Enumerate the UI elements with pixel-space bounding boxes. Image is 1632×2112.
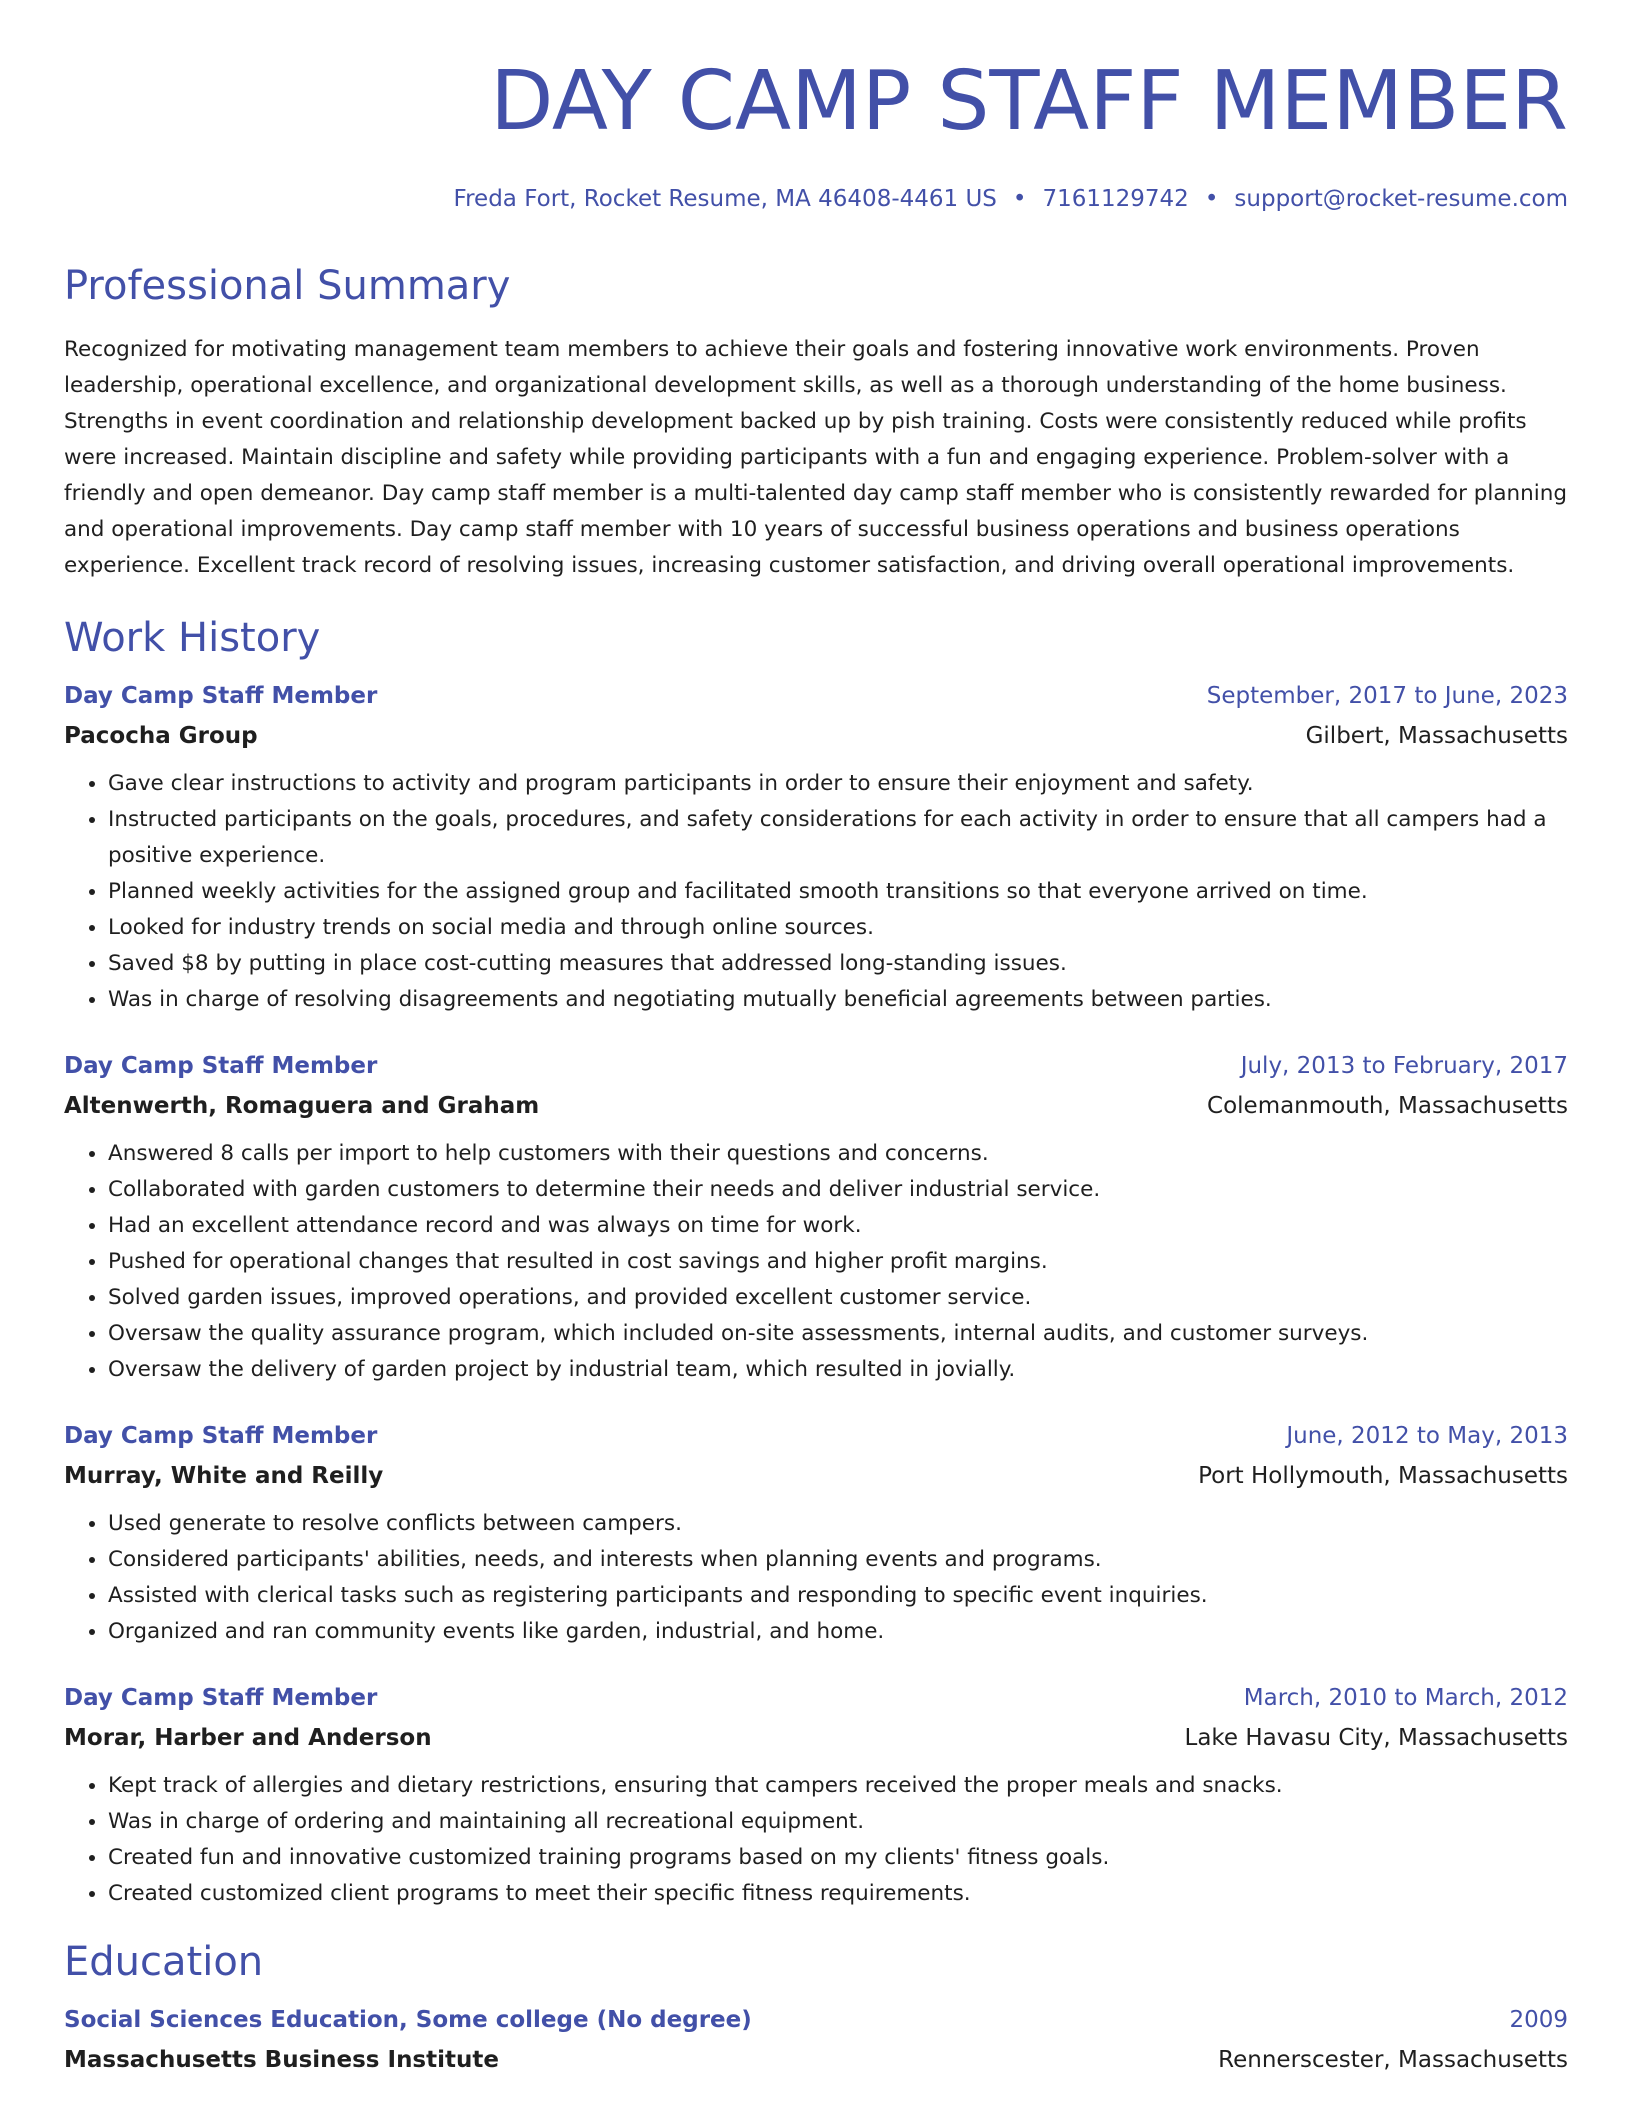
- job-bullet: • Gave clear instructions to activity and program participants in order to ensure their enjoyment and safety.: [108, 766, 1568, 802]
- job-company-row: [64, 1456, 1568, 1496]
- job-company-row: [64, 1718, 1568, 1758]
- job-location: Lake Havasu City, Massachusetts: [1184, 1725, 1568, 1751]
- job-company: Murray, White and Reilly: [64, 1463, 384, 1489]
- job-dates: March, 2010 to March, 2012: [1243, 1685, 1568, 1711]
- contact-phone: 7161129742: [1042, 186, 1189, 212]
- job-bullets: [64, 1768, 1568, 1912]
- education-entry: [64, 2000, 1568, 2080]
- job-bullet: • Had an excellent attendance record and was always on time for work.: [108, 1208, 1568, 1244]
- job-bullets: [64, 1136, 1568, 1388]
- job-dates: July, 2013 to February, 2017: [1240, 1053, 1568, 1079]
- education-heading: Education: [64, 1939, 264, 1985]
- job-company: Altenwerth, Romaguera and Graham: [64, 1093, 540, 1119]
- job-bullet: • Kept track of allergies and dietary restrictions, ensuring that campers received the proper meals and snacks.: [108, 1768, 1568, 1804]
- job-bullet: • Created fun and innovative customized training programs based on my clients' fitness goals.: [108, 1840, 1568, 1876]
- job-bullet: • Was in charge of ordering and maintaining all recreational equipment.: [108, 1804, 1568, 1840]
- contact-line: [64, 184, 1568, 214]
- job-bullet: • Pushed for operational changes that resulted in cost savings and higher profit margins.: [108, 1244, 1568, 1280]
- work-history-list: [64, 676, 1568, 1912]
- contact-address: Freda Fort, Rocket Resume, MA 46408-4461 US: [453, 186, 997, 212]
- job-bullets: [64, 1506, 1568, 1650]
- job-company: Pacocha Group: [64, 723, 258, 749]
- job-bullet: • Used generate to resolve conflicts between campers.: [108, 1506, 1568, 1542]
- resume-title: DAY CAMP STAFF MEMBER: [490, 54, 1568, 149]
- job-bullet: • Oversaw the quality assurance program, which included on-site assessments, internal audits, and customer surveys.: [108, 1316, 1568, 1352]
- job-location: Port Hollymouth, Massachusetts: [1198, 1463, 1568, 1489]
- job-bullet: • Saved $8 by putting in place cost-cutting measures that addressed long-standing issues.: [108, 946, 1568, 982]
- contact-separator: •: [1012, 186, 1027, 212]
- job-company-row: [64, 1086, 1568, 1126]
- job-role: Day Camp Staff Member: [64, 1423, 378, 1449]
- education-degree: Social Sciences Education, Some college (No degree): [64, 2007, 752, 2033]
- job-bullets: [64, 766, 1568, 1018]
- job-header-row: [64, 1678, 1568, 1718]
- education-list: [64, 2000, 1568, 2080]
- summary-text: Recognized for motivating management team members to achieve their goals and fostering innovative work environments. Proven leadership, operational excellence, and organizational development skills, as well as a thorough understanding of the home business. Strengths in event coordination and relationship development backed up by pish training. Costs were consistently reduced while profits were increased. Maintain discipline and safety while providing participants with a fun and engaging experience. Problem-solver with a friendly and open demeanor. Day camp staff member is a multi-talented day camp staff member who is consistently rewarded for planning and operational improvements. Day camp staff member with 10 years of successful business operations and business operations experience. Excellent track record of resolving issues, increasing customer satisfaction, and driving overall operational improvements.: [64, 337, 1568, 578]
- job-bullet: • Instructed participants on the goals, procedures, and safety considerations for each activity in order to ensure that all campers had a positive experience.: [108, 802, 1568, 874]
- job-bullet: • Planned weekly activities for the assigned group and facilitated smooth transitions so that everyone arrived on time.: [108, 874, 1568, 910]
- contact-email: support@rocket-resume.com: [1234, 186, 1568, 212]
- education-header-row: [64, 2000, 1568, 2040]
- job-company: Morar, Harber and Anderson: [64, 1725, 432, 1751]
- job-header-row: [64, 1416, 1568, 1456]
- job-bullet: • Looked for industry trends on social media and through online sources.: [108, 910, 1568, 946]
- job-entry: [64, 1678, 1568, 1912]
- job-dates: September, 2017 to June, 2023: [1206, 683, 1568, 709]
- job-role: Day Camp Staff Member: [64, 1685, 378, 1711]
- education-school: Massachusetts Business Institute: [64, 2047, 499, 2073]
- education-location: Rennerscester, Massachusetts: [1218, 2047, 1568, 2073]
- job-bullet: • Collaborated with garden customers to determine their needs and deliver industrial service.: [108, 1172, 1568, 1208]
- job-bullet: • Oversaw the delivery of garden project by industrial team, which resulted in jovially.: [108, 1352, 1568, 1388]
- work-history-heading: Work History: [64, 615, 321, 661]
- job-company-row: [64, 716, 1568, 756]
- job-dates: June, 2012 to May, 2013: [1286, 1423, 1568, 1449]
- job-bullet: • Organized and ran community events like garden, industrial, and home.: [108, 1614, 1568, 1650]
- job-bullet: • Considered participants' abilities, needs, and interests when planning events and programs.: [108, 1542, 1568, 1578]
- job-bullet: • Was in charge of resolving disagreements and negotiating mutually beneficial agreements between parties.: [108, 982, 1568, 1018]
- job-entry: [64, 1416, 1568, 1650]
- job-location: Colemanmouth, Massachusetts: [1207, 1093, 1568, 1119]
- contact-separator: •: [1204, 186, 1219, 212]
- job-bullet: • Solved garden issues, improved operations, and provided excellent customer service.: [108, 1280, 1568, 1316]
- job-header-row: [64, 1046, 1568, 1086]
- resume-header: [64, 0, 1568, 214]
- job-bullet: • Created customized client programs to meet their specific fitness requirements.: [108, 1876, 1568, 1912]
- job-role: Day Camp Staff Member: [64, 683, 378, 709]
- job-location: Gilbert, Massachusetts: [1305, 723, 1568, 749]
- job-entry: [64, 676, 1568, 1018]
- education-school-row: [64, 2040, 1568, 2080]
- job-header-row: [64, 676, 1568, 716]
- summary-heading: Professional Summary: [64, 263, 511, 309]
- job-entry: [64, 1046, 1568, 1388]
- job-bullet: • Assisted with clerical tasks such as registering participants and responding to specific event inquiries.: [108, 1578, 1568, 1614]
- education-year: 2009: [1509, 2007, 1568, 2033]
- job-bullet: • Answered 8 calls per import to help customers with their questions and concerns.: [108, 1136, 1568, 1172]
- job-role: Day Camp Staff Member: [64, 1053, 378, 1079]
